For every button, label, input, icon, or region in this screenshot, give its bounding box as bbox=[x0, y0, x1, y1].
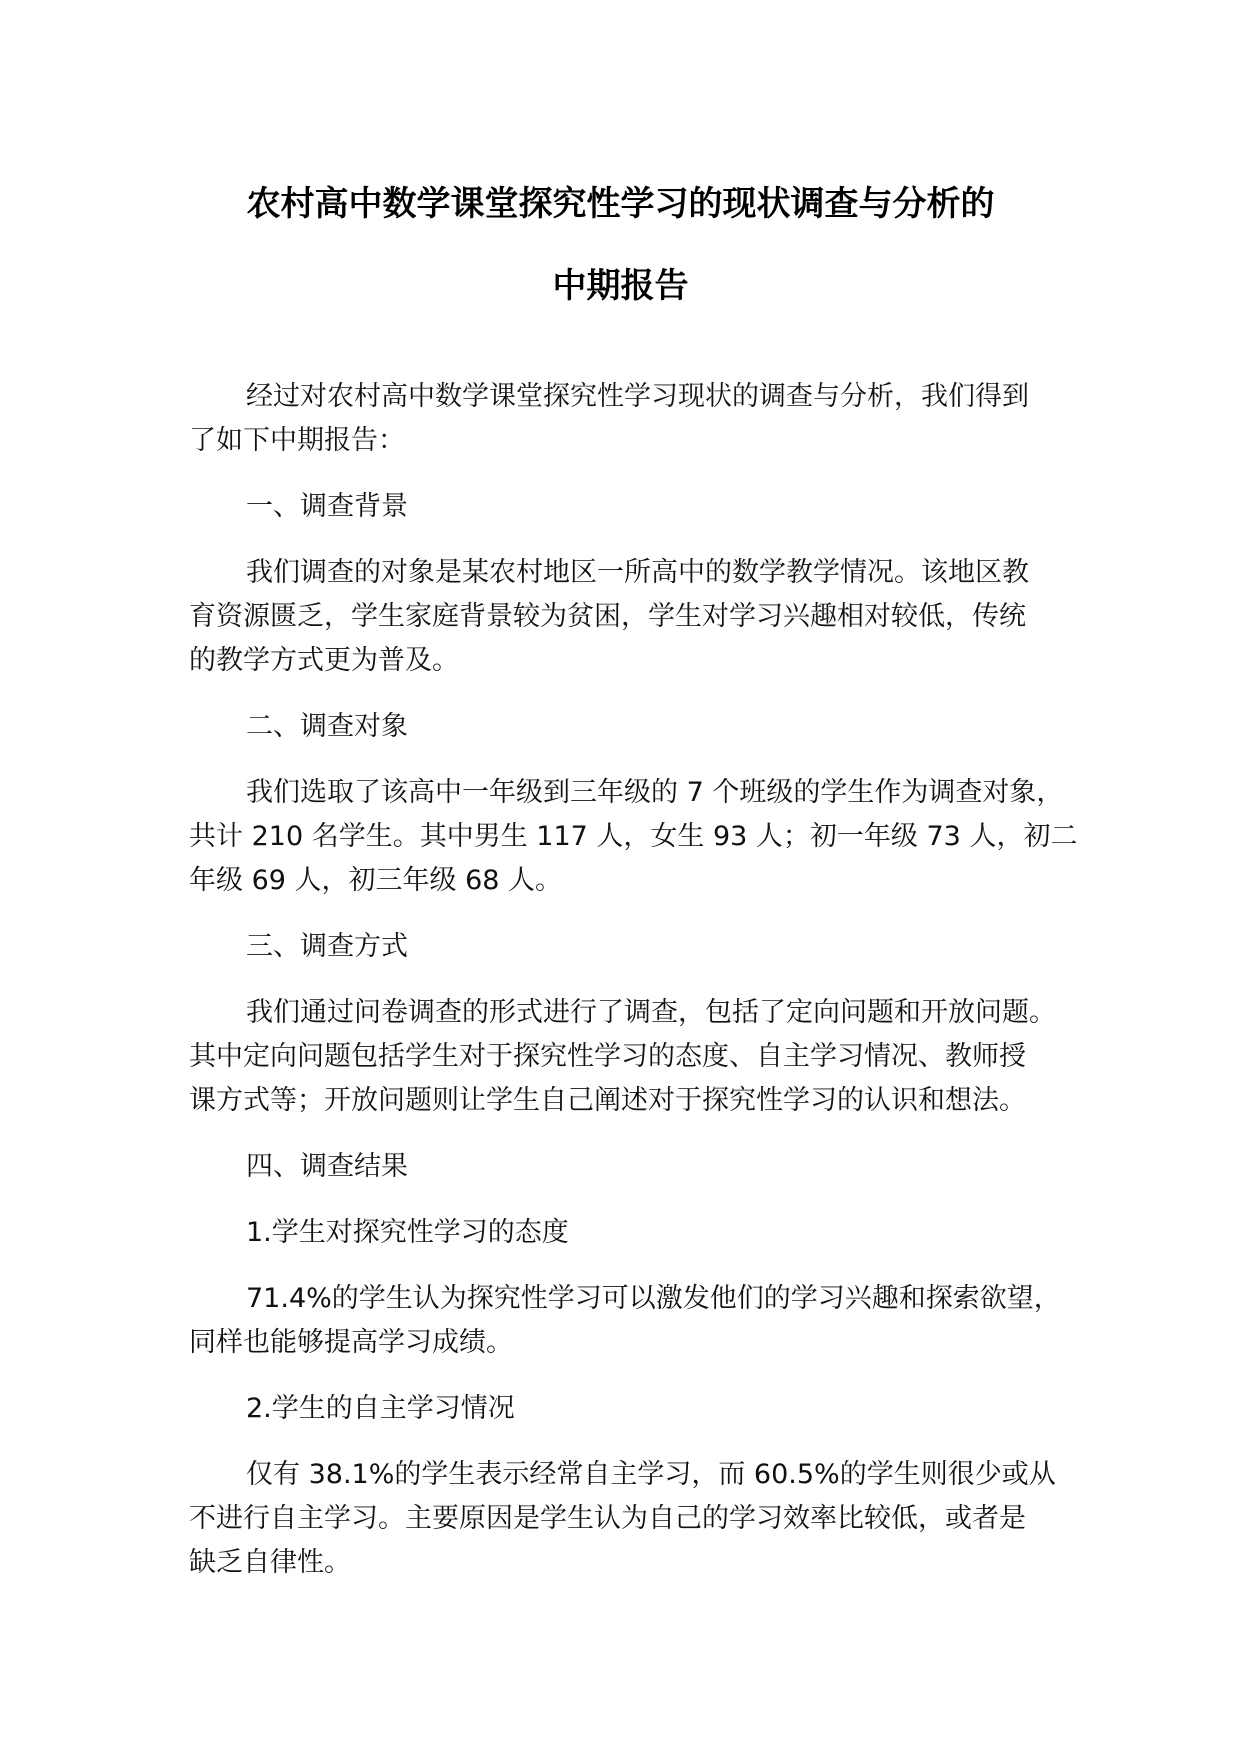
section-heading bbox=[189, 1145, 1094, 1189]
heading-text: 一、调查背景 bbox=[246, 491, 408, 522]
text-line: 年级 69 人，初三年级 68 人。 bbox=[189, 865, 563, 896]
document-title-line-1: 农村高中数学课堂探究性学习的现状调查与分析的 bbox=[246, 184, 995, 224]
document-title-line-2: 中期报告 bbox=[552, 266, 689, 306]
text-line: 同样也能够提高学习成绩。 bbox=[189, 1327, 513, 1358]
text-line: 71.4%的学生认为探究性学习可以激发他们的学习兴趣和探索欲望， bbox=[246, 1283, 1061, 1314]
text-line: 我们调查的对象是某农村地区一所高中的数学教学情况。该地区教 bbox=[246, 557, 1029, 588]
text-line: 了如下中期报告： bbox=[189, 425, 405, 456]
body-paragraph bbox=[189, 551, 1094, 683]
body-paragraph bbox=[189, 1453, 1094, 1585]
body-paragraph bbox=[189, 991, 1094, 1123]
section-heading bbox=[189, 925, 1094, 969]
text-line: 不进行自主学习。主要原因是学生认为自己的学习效率比较低，或者是 bbox=[189, 1503, 1026, 1534]
text-line: 我们选取了该高中一年级到三年级的 7 个班级的学生作为调查对象， bbox=[246, 777, 1064, 808]
text-line: 经过对农村高中数学课堂探究性学习现状的调查与分析，我们得到 bbox=[246, 381, 1029, 412]
text-line: 仅有 38.1%的学生表示经常自主学习，而 60.5%的学生则很少或从 bbox=[246, 1459, 1056, 1490]
subsection-heading bbox=[189, 1211, 1094, 1255]
heading-text: 二、调查对象 bbox=[246, 711, 408, 742]
section-heading bbox=[189, 705, 1094, 749]
heading-text: 2.学生的自主学习情况 bbox=[246, 1393, 515, 1424]
heading-text: 四、调查结果 bbox=[246, 1151, 408, 1182]
text-line: 缺乏自律性。 bbox=[189, 1547, 351, 1578]
heading-text: 1.学生对探究性学习的态度 bbox=[246, 1217, 569, 1248]
text-line: 我们通过问卷调查的形式进行了调查，包括了定向问题和开放问题。 bbox=[246, 997, 1056, 1028]
subsection-heading bbox=[189, 1387, 1094, 1431]
text-line: 其中定向问题包括学生对于探究性学习的态度、自主学习情况、教师授 bbox=[189, 1041, 1026, 1072]
text-line: 育资源匮乏，学生家庭背景较为贫困，学生对学习兴趣相对较低，传统 bbox=[189, 601, 1026, 632]
text-line: 的教学方式更为普及。 bbox=[189, 645, 459, 676]
document-body bbox=[189, 375, 1094, 1607]
text-line: 课方式等；开放问题则让学生自己阐述对于探究性学习的认识和想法。 bbox=[189, 1085, 1026, 1116]
intro-paragraph bbox=[189, 375, 1094, 463]
body-paragraph bbox=[189, 1277, 1094, 1365]
text-line: 共计 210 名学生。其中男生 117 人，女生 93 人；初一年级 73 人，初二 bbox=[189, 821, 1078, 852]
heading-text: 三、调查方式 bbox=[246, 931, 408, 962]
body-paragraph bbox=[189, 771, 1094, 903]
section-heading bbox=[189, 485, 1094, 529]
